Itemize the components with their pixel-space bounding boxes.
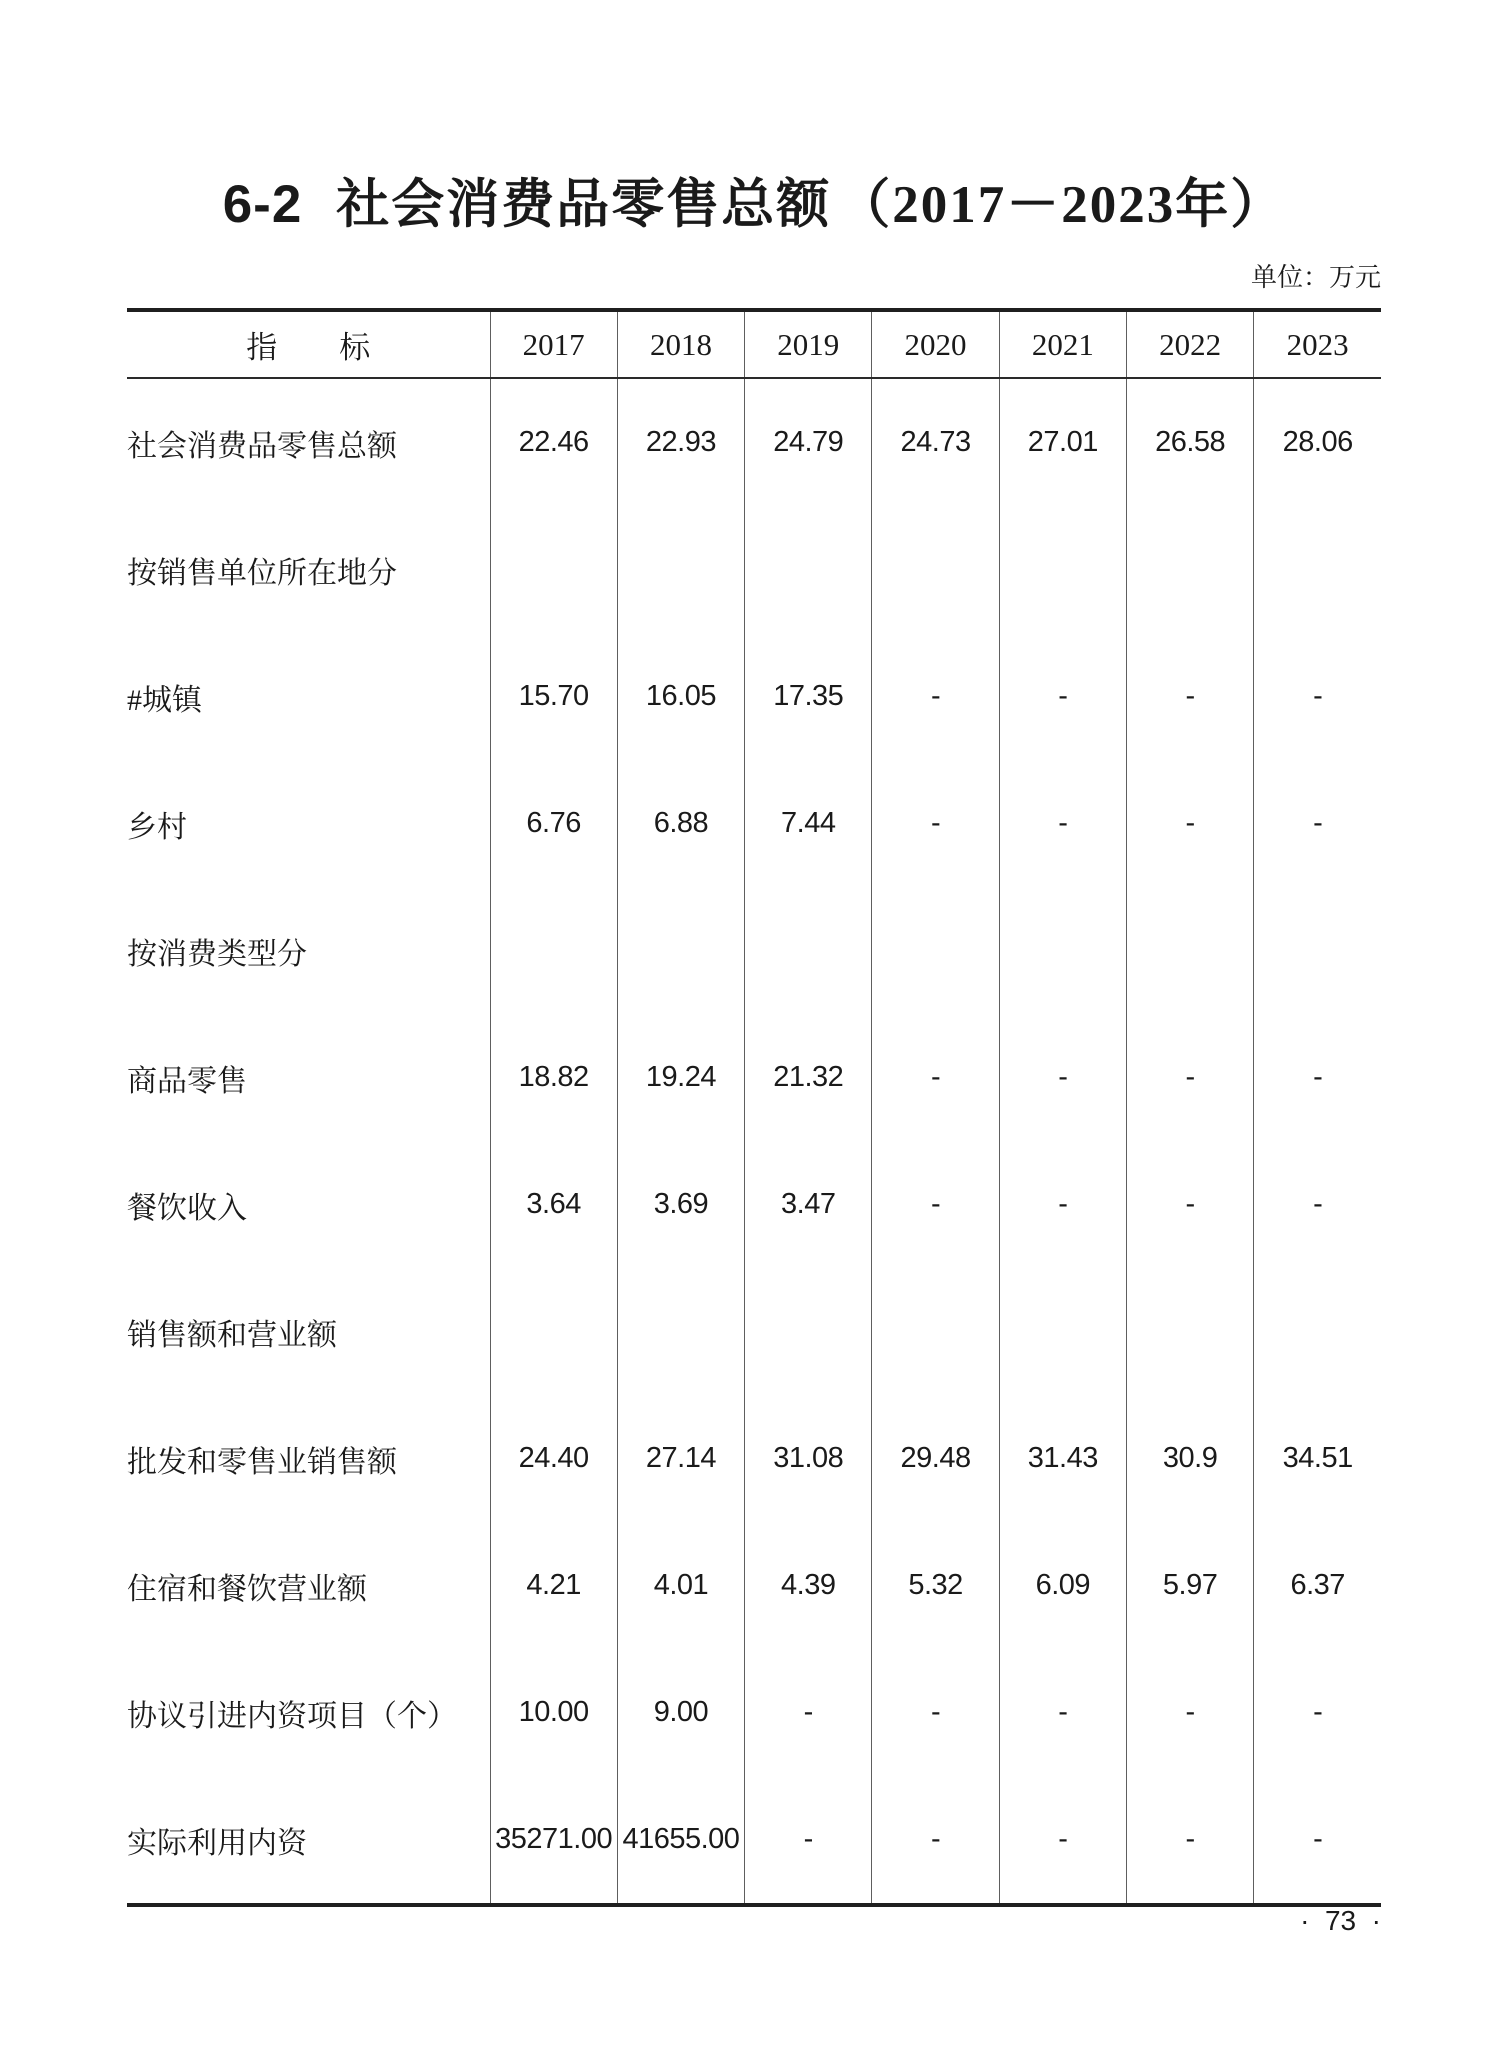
value-cell: 6.76 [490,760,617,887]
year-header: 2021 [999,310,1126,378]
value-cell [1254,887,1381,1014]
data-table [127,308,1381,1907]
value-cell: - [745,1649,872,1776]
value-cell: - [1313,680,1323,712]
value-cell: 22.46 [490,378,617,506]
indicator-cell: 实际利用内资 [127,1776,490,1905]
value-cell [490,887,617,1014]
value-cell: 41655.00 [617,1776,744,1905]
title-year-range: （2017－2023年） [837,176,1286,234]
value-cell: 18.82 [490,1014,617,1141]
value-cell: 24.79 [745,378,872,506]
value-cell: 4.39 [745,1522,872,1649]
value-cell [1126,506,1253,633]
year-header: 2019 [745,310,872,378]
value-cell: 31.43 [999,1395,1126,1522]
value-cell [999,1268,1126,1395]
value-cell: 6.88 [617,760,744,887]
value-cell: - [999,633,1126,760]
value-cell: - [999,1649,1126,1776]
value-cell: - [1313,1696,1323,1728]
value-cell: 24.73 [872,378,999,506]
value-cell: 27.01 [999,378,1126,506]
value-cell: 30.9 [1126,1395,1253,1522]
value-cell: - [1126,1014,1253,1141]
value-cell: 4.21 [490,1522,617,1649]
value-cell: 3.64 [490,1141,617,1268]
value-cell: 5.32 [872,1522,999,1649]
value-cell [872,1268,999,1395]
value-cell [617,506,744,633]
table-row [127,633,1381,760]
table-header-row [127,310,1381,378]
value-cell: 29.48 [872,1395,999,1522]
value-cell: 5.97 [1126,1522,1253,1649]
indicator-cell: 按消费类型分 [127,887,490,1014]
value-cell: - [745,1776,872,1905]
indicator-cell: 批发和零售业销售额 [127,1395,490,1522]
indicator-cell: 商品零售 [127,1014,490,1141]
value-cell [745,1268,872,1395]
value-cell: 35271.00 [490,1776,617,1905]
year-header: 2018 [617,310,744,378]
value-cell: - [872,760,999,887]
value-cell: 9.00 [617,1649,744,1776]
table-row [127,1268,1381,1395]
value-cell [617,887,744,1014]
indicator-cell: 乡村 [127,760,490,887]
indicator-cell: 按销售单位所在地分 [127,506,490,633]
value-cell [1254,506,1381,633]
year-header: 2023 [1254,310,1381,378]
value-cell [745,887,872,1014]
table-row [127,1141,1381,1268]
page-title [127,174,1381,236]
value-cell: - [1313,1823,1323,1855]
value-cell [1126,887,1253,1014]
value-cell: - [999,1014,1126,1141]
value-cell [745,506,872,633]
table-row [127,1776,1381,1905]
value-cell: - [1126,633,1253,760]
value-cell: 26.58 [1126,378,1253,506]
table-row [127,887,1381,1014]
table-row [127,1395,1381,1522]
value-cell: - [999,1776,1126,1905]
value-cell [872,887,999,1014]
indicator-header: 指 标 [127,310,490,378]
value-cell: - [1126,1776,1253,1905]
value-cell: 24.40 [490,1395,617,1522]
indicator-cell: 协议引进内资项目（个） [127,1649,490,1776]
value-cell: - [1126,760,1253,887]
value-cell: 6.09 [999,1522,1126,1649]
unit-label: 单位：万元 [1250,263,1381,292]
value-cell: - [872,1649,999,1776]
year-header: 2017 [490,310,617,378]
table-row [127,506,1381,633]
table-row [127,1649,1381,1776]
value-cell: 31.08 [745,1395,872,1522]
value-cell: 28.06 [1282,426,1353,458]
value-cell: 19.24 [617,1014,744,1141]
value-cell [1126,1268,1253,1395]
value-cell: 3.69 [617,1141,744,1268]
value-cell [617,1268,744,1395]
table-row [127,378,1381,506]
value-cell [999,887,1126,1014]
value-cell: - [999,1141,1126,1268]
value-cell [490,1268,617,1395]
value-cell: 21.32 [745,1014,872,1141]
value-cell: 17.35 [745,633,872,760]
value-cell: - [1313,807,1323,839]
value-cell: - [1126,1649,1253,1776]
year-header: 2020 [872,310,999,378]
value-cell [1254,1268,1381,1395]
value-cell: 3.47 [745,1141,872,1268]
table-row [127,1522,1381,1649]
value-cell: 27.14 [617,1395,744,1522]
value-cell: 15.70 [490,633,617,760]
value-cell [999,506,1126,633]
value-cell: - [1313,1061,1323,1093]
value-cell: 7.44 [745,760,872,887]
year-header: 2022 [1126,310,1253,378]
indicator-cell: 住宿和餐饮营业额 [127,1522,490,1649]
value-cell: - [999,760,1126,887]
value-cell: - [1126,1141,1253,1268]
value-cell: - [872,633,999,760]
value-cell [490,506,617,633]
indicator-cell: #城镇 [127,633,490,760]
title-text: 社会消费品零售总额 [336,176,832,234]
table-number: 6-2 [222,175,303,234]
page-number: · 73 · [1300,1905,1381,1936]
value-cell: 34.51 [1282,1442,1353,1474]
value-cell: - [872,1014,999,1141]
value-cell: 10.00 [490,1649,617,1776]
value-cell: 4.01 [617,1522,744,1649]
indicator-cell: 社会消费品零售总额 [127,378,490,506]
indicator-cell: 销售额和营业额 [127,1268,490,1395]
value-cell [872,506,999,633]
indicator-cell: 餐饮收入 [127,1141,490,1268]
value-cell: - [872,1141,999,1268]
value-cell: - [872,1776,999,1905]
table-row [127,760,1381,887]
value-cell: 16.05 [617,633,744,760]
value-cell: - [1313,1188,1323,1220]
table-row [127,1014,1381,1141]
value-cell: 6.37 [1290,1569,1345,1601]
value-cell: 22.93 [617,378,744,506]
